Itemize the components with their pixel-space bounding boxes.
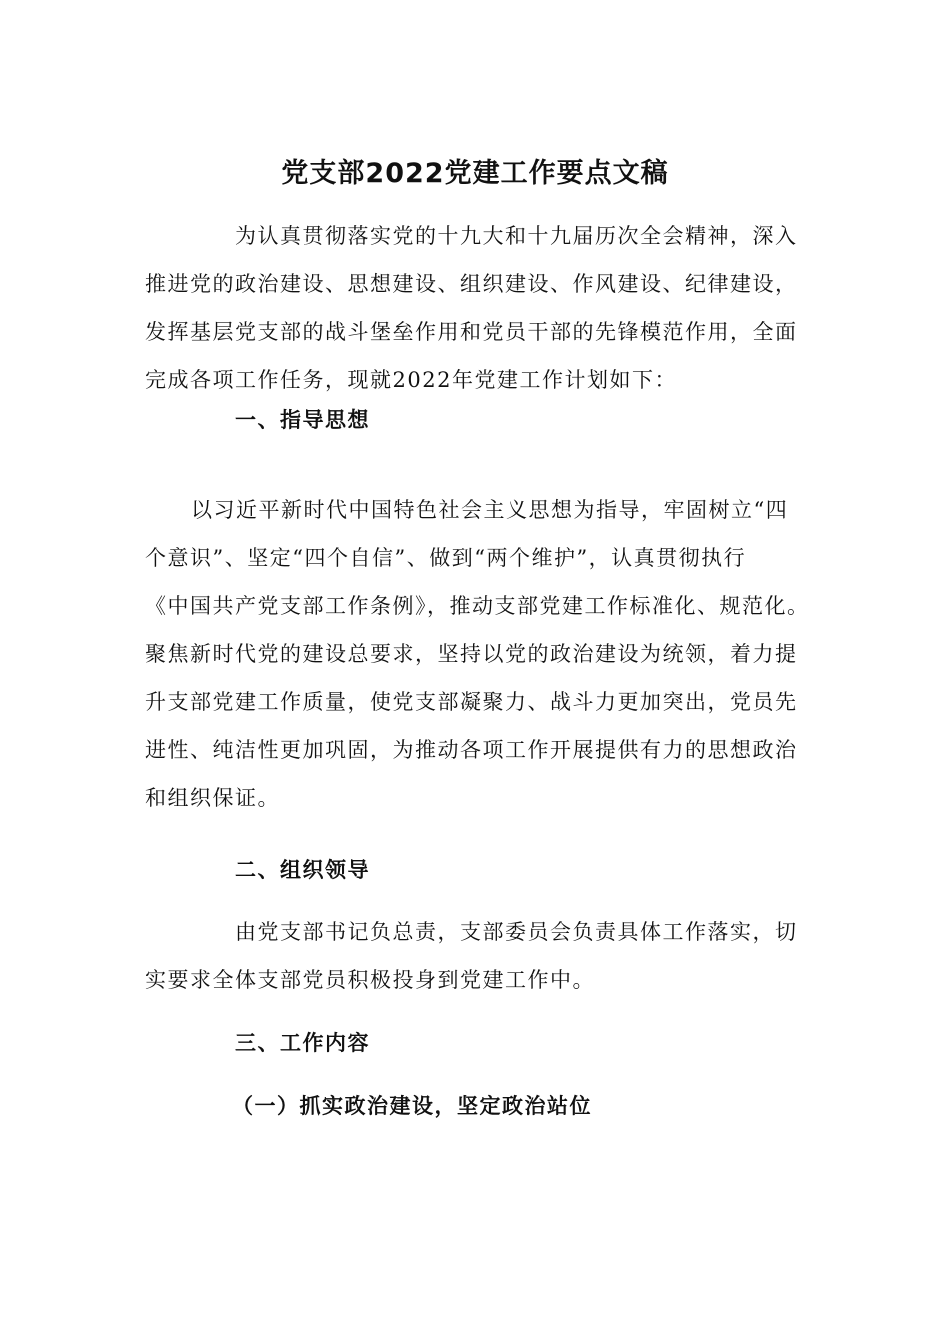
section-heading-work-content: 三、工作内容 (235, 1031, 370, 1055)
paragraph-line: 个意识”、坚定“四个自信”、做到“两个维护”，认真贯彻执行 (145, 546, 747, 570)
guiding-ideology-paragraph (145, 486, 810, 822)
intro-paragraph (145, 212, 805, 404)
paragraph-line: 和组织保证。 (145, 786, 280, 810)
paragraph-line: 进性、纯洁性更加巩固，为推动各项工作开展提供有力的思想政治 (145, 738, 798, 762)
subsection-heading-political: （一）抓实政治建设，坚定政治站位 (232, 1094, 592, 1118)
paragraph-line: 聚焦新时代党的建设总要求，坚持以党的政治建设为统领，着力提 (145, 642, 798, 666)
paragraph-line: 《中国共产党支部工作条例》，推动支部党建工作标准化、规范化。 (145, 594, 810, 618)
paragraph-line: 以习近平新时代中国特色社会主义思想为指导，牢固树立“四 (191, 498, 789, 522)
paragraph-line: 由党支部书记负总责，支部委员会负责具体工作落实，切 (235, 920, 798, 944)
intro-line: 完成各项工作任务，现就2022年党建工作计划如下： (145, 368, 677, 392)
paragraph-line: 升支部党建工作质量，使党支部凝聚力、战斗力更加突出，党员先 (145, 690, 798, 714)
intro-line: 发挥基层党支部的战斗堡垒作用和党员干部的先锋模范作用，全面 (145, 320, 798, 344)
section-heading-organization: 二、组织领导 (235, 858, 370, 882)
organization-paragraph (145, 908, 805, 1004)
intro-line: 为认真贯彻落实党的十九大和十九届历次全会精神，深入 (235, 224, 798, 248)
paragraph-line: 实要求全体支部党员积极投身到党建工作中。 (145, 968, 595, 992)
document-title: 党支部2022党建工作要点文稿 (281, 158, 669, 189)
section-heading-guiding-ideology: 一、指导思想 (235, 408, 370, 432)
intro-line: 推进党的政治建设、思想建设、组织建设、作风建设、纪律建设， (145, 272, 798, 296)
